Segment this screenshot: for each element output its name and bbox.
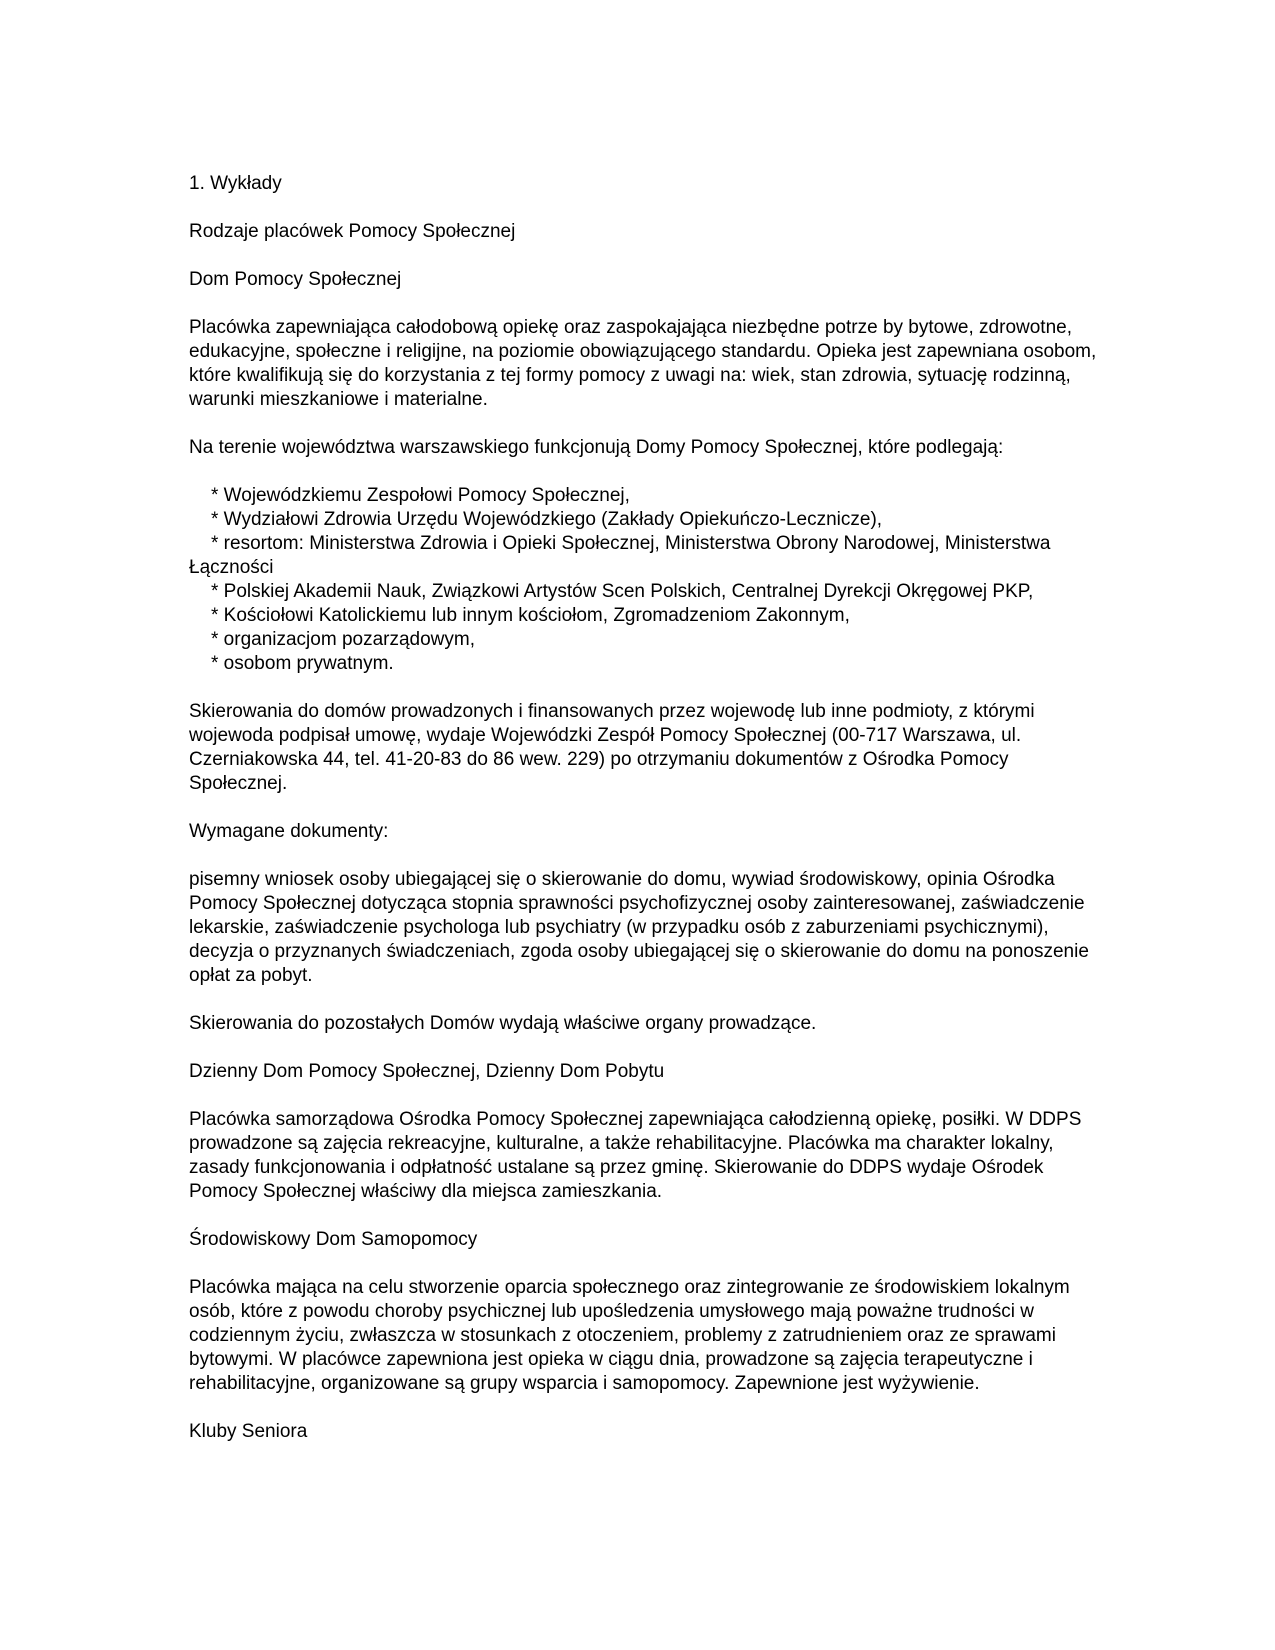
list-item: * Kościołowi Katolickiemu lub innym kościołom, Zgromadzeniom Zakonnym, bbox=[211, 605, 850, 626]
dps-list-intro: Na terenie województwa warszawskiego funkcjonują Domy Pomocy Społecznej, które podlegają: bbox=[189, 437, 1004, 458]
dps-docs: pisemny wniosek osoby ubiegającej się o skierowanie do domu, wywiad środowiskowy, opinia Ośrodka Pomocy Społecznej dotycząca stopnia sprawności psychofizycznej osoby zainteresowanej, zaświadczenie lekarskie, zaświadczenie psychologa lub psychiatry (w przypadku osób z zaburzeniami psychicznymi), decyzja o przyznanych świadczeniach, zgoda osoby ubiegającej się o skierowanie do domu na ponoszenie opłat za pobyt. bbox=[189, 869, 1089, 986]
list-item: * resortom: Ministerstwa Zdrowia i Opieki Społecznej, Ministerstwa Obrony Narodowej, Ministerstwa Łączności bbox=[189, 533, 1051, 578]
ddps-title: Dzienny Dom Pomocy Społecznej, Dzienny Dom Pobytu bbox=[189, 1061, 665, 1082]
list-item: * Polskiej Akademii Nauk, Związkowi Artystów Scen Polskich, Centralnej Dyrekcji Okręgowej PKP, bbox=[211, 581, 1034, 602]
document-heading: 1. Wykłady bbox=[189, 173, 282, 194]
list-item: * Wojewódzkiemu Zespołowi Pomocy Społecznej, bbox=[211, 485, 630, 506]
list-item: * Wydziałowi Zdrowia Urzędu Wojewódzkiego (Zakłady Opiekuńczo-Lecznicze), bbox=[211, 509, 883, 530]
kluby-title: Kluby Seniora bbox=[189, 1421, 308, 1442]
dps-description: Placówka zapewniająca całodobową opiekę oraz zaspokajająca niezbędne potrze by bytowe, zdrowotne, edukacyjne, społeczne i religijne, na poziomie obowiązującego standardu. Opieka jest zapewniana osobom, które kwalifikują się do korzystania z tej formy pomocy z uwagi na: wiek, stan zdrowia, sytuację rodzinną, warunki mieszkaniowe i materialne. bbox=[189, 317, 1097, 410]
dps-title: Dom Pomocy Społecznej bbox=[189, 269, 402, 290]
dps-docs-title: Wymagane dokumenty: bbox=[189, 821, 389, 842]
list-item: * organizacjom pozarządowym, bbox=[211, 629, 476, 650]
section-title: Rodzaje placówek Pomocy Społecznej bbox=[189, 221, 516, 242]
dps-other-referrals: Skierowania do pozostałych Domów wydają właściwe organy prowadzące. bbox=[189, 1013, 817, 1034]
document-page bbox=[189, 172, 1099, 1468]
sds-title: Środowiskowy Dom Samopomocy bbox=[189, 1229, 478, 1250]
list-item: * osobom prywatnym. bbox=[211, 653, 394, 674]
ddps-description: Placówka samorządowa Ośrodka Pomocy Społecznej zapewniająca całodzienną opiekę, posiłki. W DDPS prowadzone są zajęcia rekreacyjne, kulturalne, a także rehabilitacyjne. Placówka ma charakter lokalny, zasady funkcjonowania i odpłatność ustalane są przez gminę. Skierowanie do DDPS wydaje Ośrodek Pomocy Społecznej właściwy dla miejsca zamieszkania. bbox=[189, 1109, 1082, 1202]
dps-list bbox=[189, 484, 1099, 676]
dps-referral: Skierowania do domów prowadzonych i finansowanych przez wojewodę lub inne podmioty, z którymi wojewoda podpisał umowę, wydaje Wojewódzki Zespół Pomocy Społecznej (00-717 Warszawa, ul. Czerniakowska 44, tel. 41-20-83 do 86 wew. 229) po otrzymaniu dokumentów z Ośrodka Pomocy Społecznej. bbox=[189, 701, 1035, 794]
sds-description: Placówka mająca na celu stworzenie oparcia społecznego oraz zintegrowanie ze środowiskiem lokalnym osób, które z powodu choroby psychicznej lub upośledzenia umysłowego mają poważne trudności w codziennym życiu, zwłaszcza w stosunkach z otoczeniem, problemy z zatrudnieniem oraz ze sprawami bytowymi. W placówce zapewniona jest opieka w ciągu dnia, prowadzone są zajęcia terapeutyczne i rehabilitacyjne, organizowane są grupy wsparcia i samopomocy. Zapewnione jest wyżywienie. bbox=[189, 1277, 1070, 1394]
